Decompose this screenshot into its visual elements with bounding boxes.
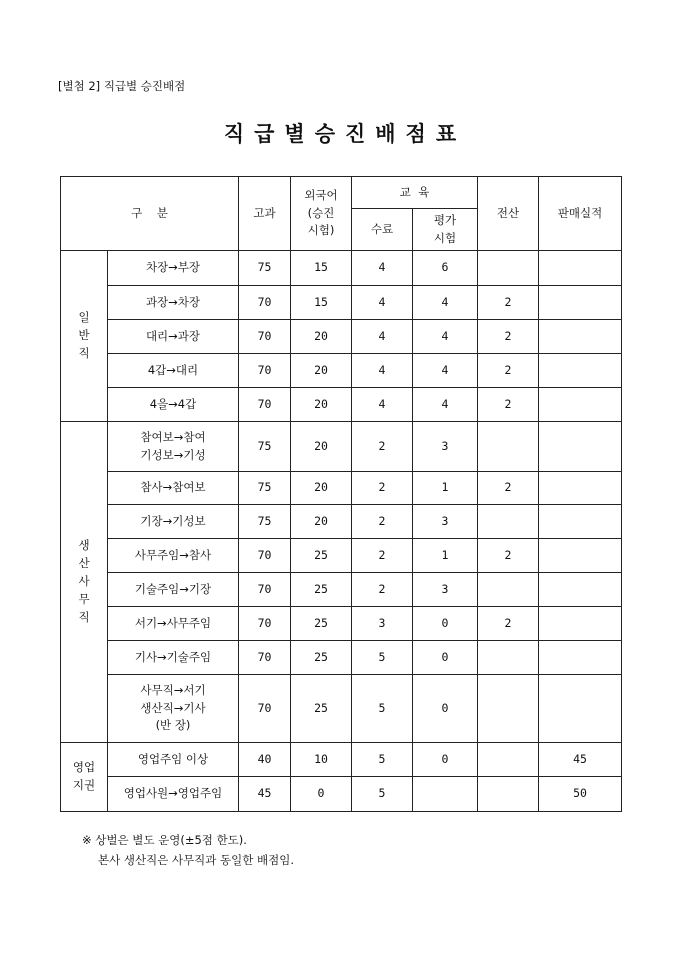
group-label-char: 직 [78,345,90,360]
position-cell [108,251,239,286]
score-school-cell: 40 [239,743,291,777]
score-computer-cell: 2 [478,607,539,641]
header-edu-eval-line: 평가 [433,212,457,227]
score-computer-cell [478,573,539,607]
position-line: (반 장) [155,718,191,733]
score-foreign-cell: 20 [291,472,352,505]
score-foreign-cell: 20 [291,505,352,539]
table-row [61,777,622,812]
position-cell [108,539,239,573]
group-label-char: 무 [78,591,90,606]
score-computer-cell [478,743,539,777]
header-sales: 판매실적 [539,177,622,251]
score-edu-complete-cell: 4 [352,251,413,286]
table-row [61,505,622,539]
score-edu-eval-cell: 4 [413,354,478,388]
page-title: 직급별승진배점표 [223,121,467,146]
position-cell [108,320,239,354]
position-line: 사무직→서기 [140,682,206,697]
position-line: 사무주임→참사 [134,547,212,562]
table-row [61,472,622,505]
table-row [61,607,622,641]
score-edu-eval-cell: 4 [413,388,478,422]
score-edu-complete-cell: 4 [352,320,413,354]
score-edu-complete-cell: 2 [352,505,413,539]
score-sales-cell: 50 [539,777,622,812]
position-cell [108,472,239,505]
score-edu-complete-cell: 5 [352,675,413,743]
position-line: 서기→사무주임 [134,615,212,630]
score-edu-eval-cell: 3 [413,505,478,539]
position-line: 참사→참여보 [140,480,206,495]
score-school-cell: 75 [239,251,291,286]
position-line: 대리→과장 [145,328,201,343]
score-school-cell: 70 [239,675,291,743]
group-label-char: 생 [78,538,90,553]
position-cell [108,675,239,743]
table-row [61,320,622,354]
score-sales-cell [539,251,622,286]
group-label [61,743,108,812]
table-row [61,641,622,675]
score-sales-cell [539,388,622,422]
score-school-cell: 45 [239,777,291,812]
score-school-cell: 70 [239,388,291,422]
position-line: 영업사원→영업주임 [123,786,223,801]
position-line: 4을→4갑 [149,396,197,411]
position-line: 기장→기성보 [140,513,206,528]
score-edu-eval-cell: 0 [413,641,478,675]
score-edu-eval-cell: 0 [413,607,478,641]
score-edu-eval-cell: 4 [413,320,478,354]
table-row [61,539,622,573]
score-foreign-cell: 20 [291,388,352,422]
position-line: 4갑→대리 [147,362,199,377]
attachment-label: [별첨 2] 직급별 승진배점 [58,79,186,93]
header-foreign-line: 외국어 [304,187,338,202]
position-line: 기사→기술주임 [134,649,212,664]
score-edu-complete-cell: 4 [352,286,413,320]
score-sales-cell [539,573,622,607]
score-edu-complete-cell: 4 [352,388,413,422]
score-sales-cell [539,286,622,320]
score-sales-cell: 45 [539,743,622,777]
header-school: 고과 [239,177,291,251]
header-foreign-language [291,177,352,251]
position-line: 과장→차장 [145,294,201,309]
score-edu-complete-cell: 5 [352,641,413,675]
table-row [61,675,622,743]
table-row [61,354,622,388]
score-foreign-cell: 0 [291,777,352,812]
score-edu-eval-cell: 3 [413,573,478,607]
score-sales-cell [539,422,622,472]
footnotes [82,830,294,870]
position-cell [108,743,239,777]
score-edu-complete-cell: 5 [352,777,413,812]
score-edu-eval-cell [413,777,478,812]
header-category: 구 분 [61,177,239,251]
group-label-char: 직 [78,609,90,624]
footnote: 본사 생산직은 사무직과 동일한 배점임. [98,853,295,867]
table-row [61,743,622,777]
score-computer-cell: 2 [478,354,539,388]
score-computer-cell: 2 [478,472,539,505]
position-line: 참여보→참여 [140,429,206,444]
score-computer-cell [478,675,539,743]
score-edu-complete-cell: 2 [352,422,413,472]
group-label-char: 영업 [72,760,96,775]
score-edu-eval-cell: 0 [413,743,478,777]
group-label-char: 사 [78,574,90,589]
score-sales-cell [539,505,622,539]
header-computer: 전산 [478,177,539,251]
score-school-cell: 70 [239,607,291,641]
position-cell [108,388,239,422]
score-school-cell: 75 [239,472,291,505]
score-school-cell: 70 [239,320,291,354]
group-label [61,251,108,422]
score-school-cell: 70 [239,539,291,573]
score-foreign-cell: 25 [291,675,352,743]
header-foreign-line: 시험) [307,223,335,238]
score-sales-cell [539,641,622,675]
score-foreign-cell: 25 [291,539,352,573]
score-sales-cell [539,539,622,573]
score-computer-cell: 2 [478,539,539,573]
score-edu-eval-cell: 4 [413,286,478,320]
score-foreign-cell: 15 [291,286,352,320]
score-sales-cell [539,607,622,641]
score-computer-cell: 2 [478,286,539,320]
score-edu-complete-cell: 5 [352,743,413,777]
score-school-cell: 70 [239,573,291,607]
score-school-cell: 75 [239,422,291,472]
score-edu-eval-cell: 1 [413,472,478,505]
score-edu-complete-cell: 2 [352,539,413,573]
position-cell [108,573,239,607]
position-cell [108,422,239,472]
group-label-char: 지권 [72,778,96,792]
score-computer-cell [478,505,539,539]
score-edu-eval-cell: 3 [413,422,478,472]
score-sales-cell [539,675,622,743]
footnote: ※ 상벌은 별도 운영(±5점 한도). [82,833,247,847]
table-row [61,286,622,320]
score-foreign-cell: 25 [291,641,352,675]
score-foreign-cell: 10 [291,743,352,777]
score-sales-cell [539,472,622,505]
score-school-cell: 70 [239,354,291,388]
score-edu-complete-cell: 3 [352,607,413,641]
score-edu-complete-cell: 4 [352,354,413,388]
score-computer-cell [478,251,539,286]
header-education: 교 육 [352,177,478,209]
header-edu-eval-line: 시험 [433,230,457,245]
group-label [61,422,108,743]
score-edu-complete-cell: 2 [352,573,413,607]
header-edu-complete: 수료 [352,209,413,251]
position-line: 영업주임 이상 [137,751,209,766]
table-row [61,573,622,607]
score-sales-cell [539,320,622,354]
position-cell [108,505,239,539]
position-cell [108,641,239,675]
table-row [61,251,622,286]
score-school-cell: 70 [239,286,291,320]
position-line: 기술주임→기장 [134,581,212,596]
score-computer-cell [478,641,539,675]
position-cell [108,286,239,320]
score-edu-eval-cell: 6 [413,251,478,286]
table-row [61,388,622,422]
position-cell [108,607,239,641]
header-foreign-line: (승진 [307,205,335,220]
score-edu-complete-cell: 2 [352,472,413,505]
score-foreign-cell: 25 [291,573,352,607]
score-school-cell: 70 [239,641,291,675]
group-label-char: 반 [78,328,90,343]
position-line: 생산직→기사 [140,700,206,715]
score-school-cell: 75 [239,505,291,539]
score-computer-cell [478,777,539,812]
score-computer-cell: 2 [478,320,539,354]
score-computer-cell: 2 [478,388,539,422]
score-computer-cell [478,422,539,472]
score-foreign-cell: 20 [291,422,352,472]
header-edu-eval [413,209,478,251]
score-foreign-cell: 15 [291,251,352,286]
score-sales-cell [539,354,622,388]
score-foreign-cell: 25 [291,607,352,641]
score-edu-eval-cell: 1 [413,539,478,573]
score-foreign-cell: 20 [291,320,352,354]
score-edu-eval-cell: 0 [413,675,478,743]
score-foreign-cell: 20 [291,354,352,388]
table-row [61,422,622,472]
group-label-char: 일 [78,310,90,325]
position-cell [108,777,239,812]
position-line: 차장→부장 [145,260,201,275]
position-cell [108,354,239,388]
group-label-char: 산 [78,556,90,571]
promotion-score-table [60,176,622,812]
position-line: 기성보→기성 [140,447,206,462]
